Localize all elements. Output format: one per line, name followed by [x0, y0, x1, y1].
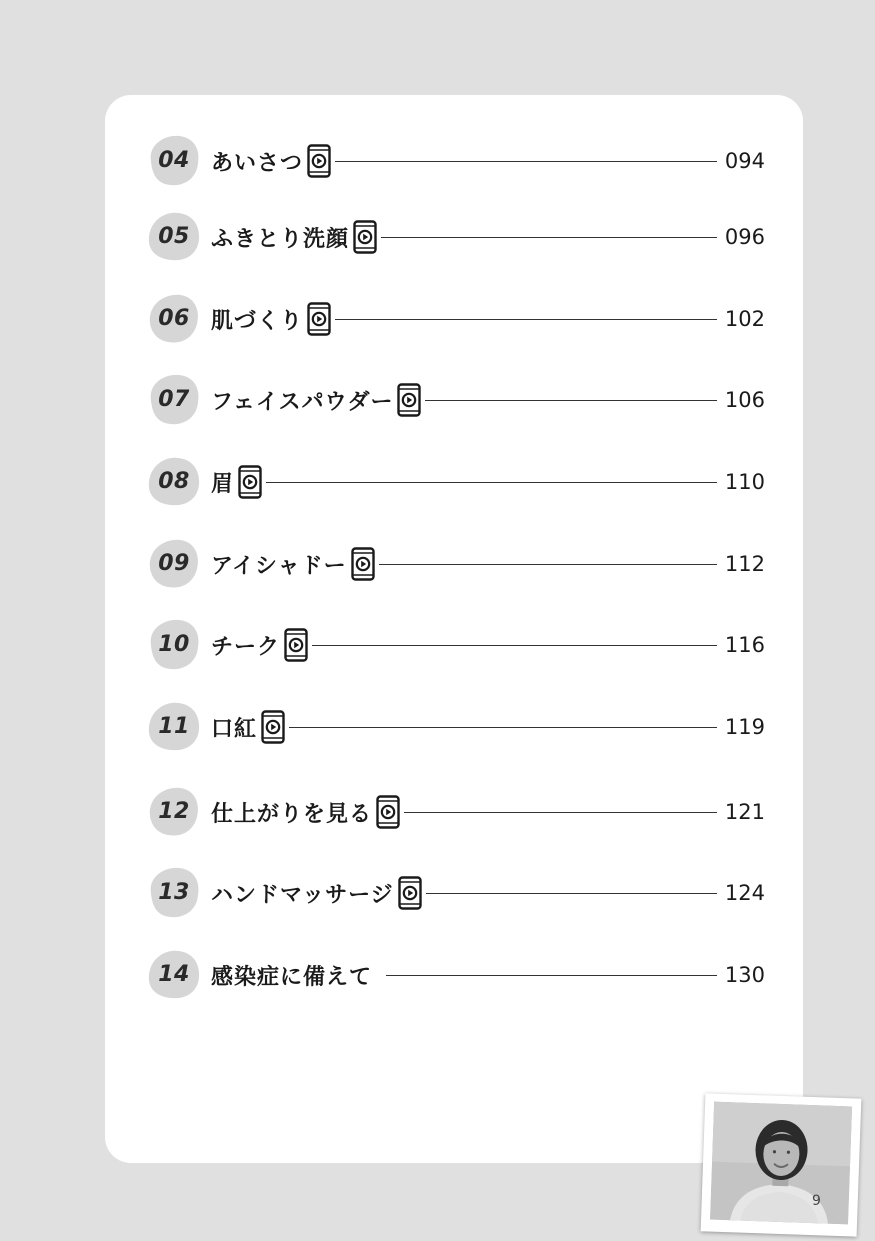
leader-line: [379, 564, 717, 565]
smartphone-play-icon[interactable]: [351, 547, 375, 581]
toc-page-number: 130: [724, 963, 765, 987]
toc-entry[interactable]: [145, 946, 765, 1004]
chapter-number: 08: [158, 469, 190, 494]
chapter-title: チーク: [211, 634, 281, 660]
chapter-title: 口紅: [211, 716, 258, 742]
toc-card: [105, 95, 803, 1163]
chapter-number: 12: [158, 799, 190, 824]
toc-entry[interactable]: [145, 864, 765, 922]
portrait-image: [710, 1102, 852, 1225]
chapter-number: 11: [158, 714, 190, 739]
toc-entry[interactable]: [145, 616, 765, 674]
smartphone-play-icon[interactable]: [284, 628, 308, 662]
chapter-number-badge: [145, 865, 203, 921]
chapter-number: 05: [158, 224, 190, 249]
toc-entry[interactable]: [145, 535, 765, 593]
chapter-title: ハンドマッサージ: [211, 882, 394, 908]
toc-entry[interactable]: [145, 208, 765, 266]
toc-entry[interactable]: [145, 453, 765, 511]
chapter-number-badge: [145, 454, 203, 510]
smartphone-play-icon[interactable]: [397, 383, 421, 417]
leader-line: [335, 319, 717, 320]
toc-page-number: 116: [724, 633, 765, 657]
smartphone-play-icon[interactable]: [398, 876, 422, 910]
chapter-number: 07: [158, 387, 190, 412]
smartphone-play-icon[interactable]: [353, 220, 377, 254]
chapter-number-badge: [145, 699, 203, 755]
leader-line: [289, 727, 717, 728]
chapter-number-badge: [145, 372, 203, 428]
leader-line: [386, 975, 717, 976]
toc-page-number: 110: [724, 470, 765, 494]
author-photo-frame: [701, 1093, 862, 1236]
toc-page-number: 112: [724, 552, 765, 576]
chapter-title: 感染症に備えて: [211, 964, 373, 990]
chapter-title: フェイスパウダー: [211, 389, 394, 415]
chapter-title: 肌づくり: [211, 308, 304, 334]
toc-page-number: 121: [724, 800, 765, 824]
chapter-number: 10: [158, 632, 190, 657]
toc-entry[interactable]: [145, 698, 765, 756]
page-number: 9: [812, 1193, 821, 1209]
leader-line: [426, 893, 717, 894]
toc-page-number: 094: [724, 149, 765, 173]
chapter-number-badge: [145, 133, 203, 189]
leader-line: [404, 812, 717, 813]
chapter-number: 04: [158, 148, 190, 173]
chapter-number-badge: [145, 291, 203, 347]
chapter-title: 眉: [211, 471, 235, 497]
toc-entry[interactable]: [145, 783, 765, 841]
leader-line: [425, 400, 716, 401]
leader-line: [266, 482, 717, 483]
toc-page-number: 119: [724, 715, 765, 739]
toc-entry[interactable]: [145, 132, 765, 190]
toc-entry[interactable]: [145, 371, 765, 429]
chapter-number-badge: [145, 536, 203, 592]
leader-line: [335, 161, 717, 162]
toc-page-number: 124: [724, 881, 765, 905]
chapter-number: 09: [158, 551, 190, 576]
toc-page-number: 106: [724, 388, 765, 412]
smartphone-play-icon[interactable]: [238, 465, 262, 499]
smartphone-play-icon[interactable]: [307, 144, 331, 178]
chapter-number-badge: [145, 784, 203, 840]
chapter-number-badge: [145, 617, 203, 673]
chapter-number: 06: [158, 306, 190, 331]
chapter-number-badge: [145, 947, 203, 1003]
chapter-number-badge: [145, 209, 203, 265]
toc-page-number: 096: [724, 225, 765, 249]
author-photo: [710, 1102, 852, 1225]
chapter-title: 仕上がりを見る: [211, 801, 373, 827]
chapter-title: あいさつ: [211, 150, 304, 176]
chapter-title: アイシャドー: [211, 553, 347, 579]
leader-line: [381, 237, 717, 238]
chapter-title: ふきとり洗顔: [211, 226, 350, 252]
smartphone-play-icon[interactable]: [376, 795, 400, 829]
chapter-number: 13: [158, 880, 190, 905]
smartphone-play-icon[interactable]: [307, 302, 331, 336]
toc-entry[interactable]: [145, 290, 765, 348]
leader-line: [312, 645, 717, 646]
smartphone-play-icon[interactable]: [261, 710, 285, 744]
toc-page-number: 102: [724, 307, 765, 331]
chapter-number: 14: [158, 962, 190, 987]
